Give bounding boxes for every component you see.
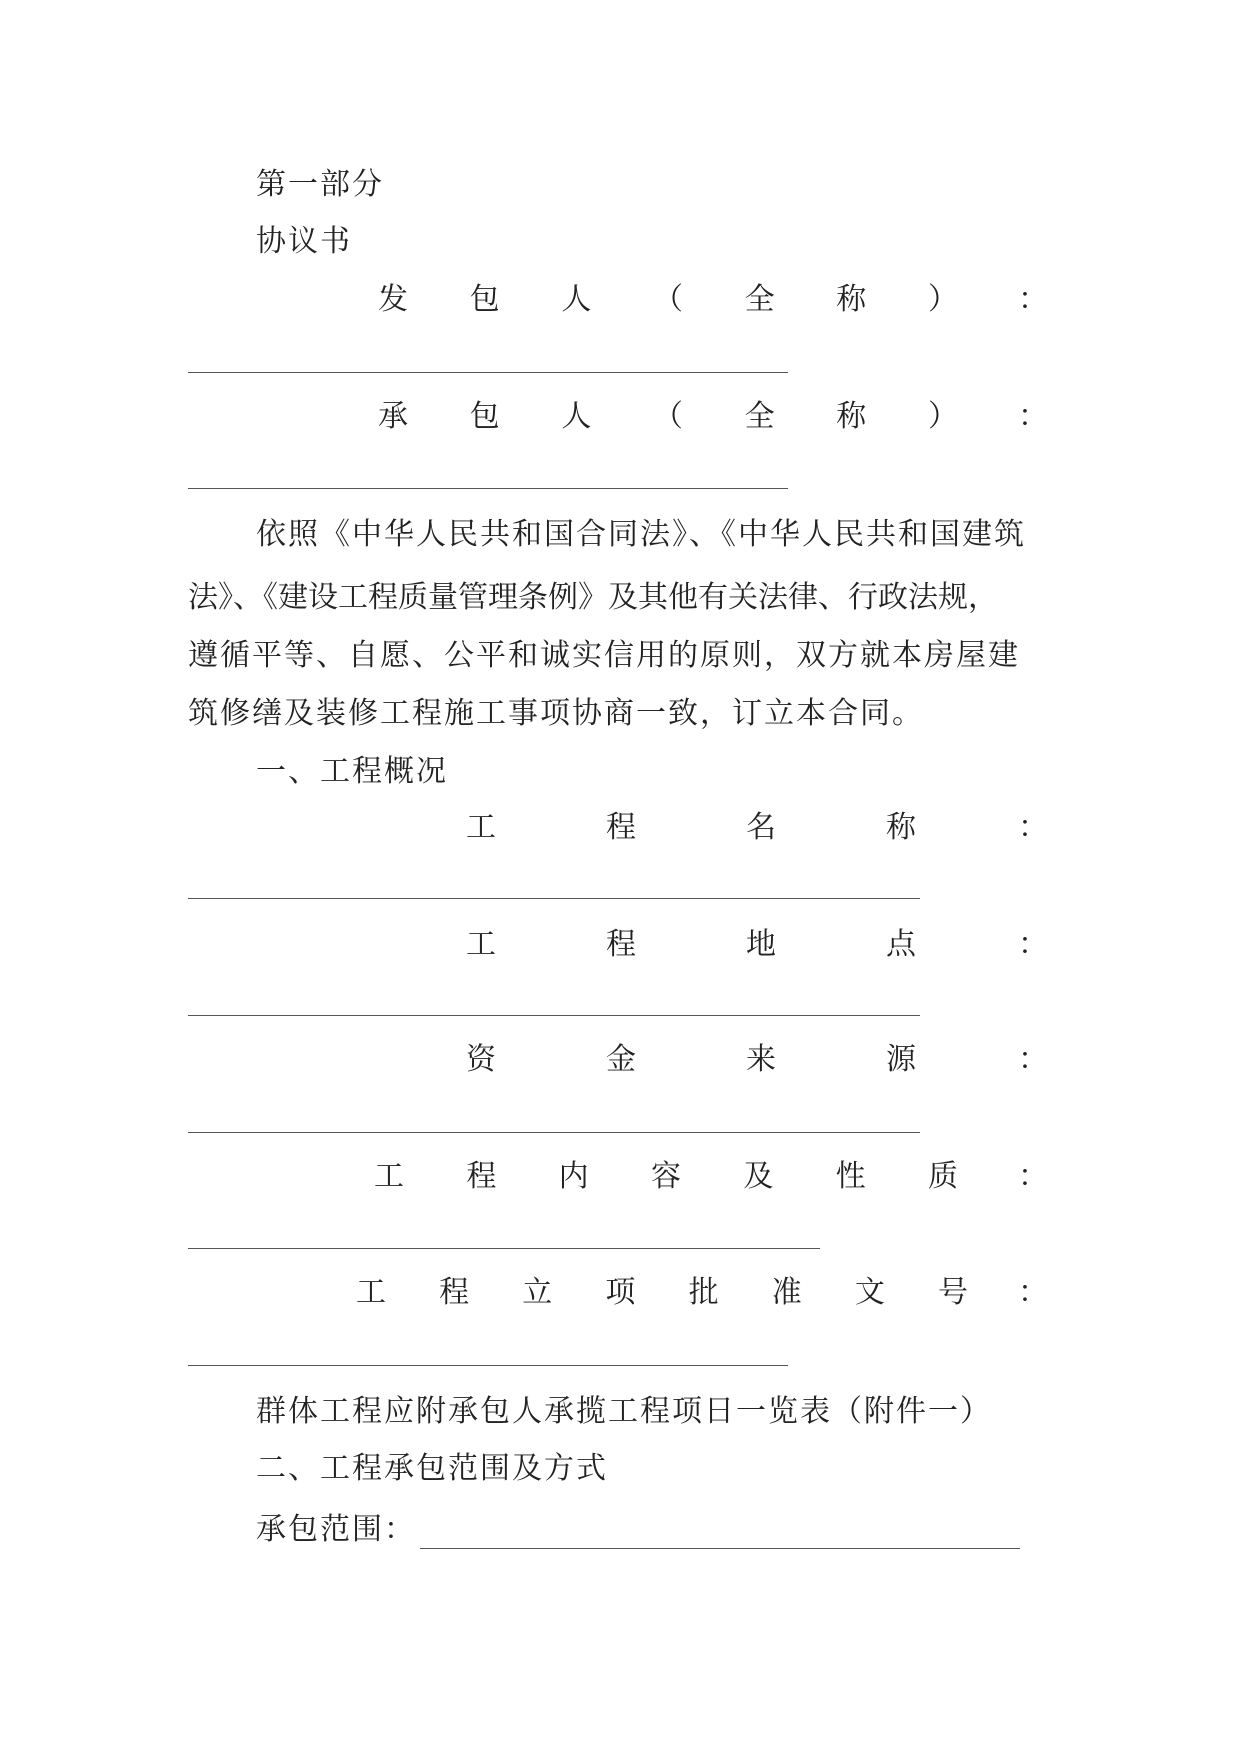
- project-name-blank[interactable]: [188, 898, 920, 899]
- project-nature-blank[interactable]: [188, 1248, 820, 1249]
- contractor-full-name-label: 承 包 人 （ 全 称 ）: [378, 399, 958, 434]
- funding-source-colon: ：: [1018, 1042, 1048, 1077]
- section-heading-2: 二、工程承包范围及方式: [256, 1451, 608, 1486]
- section-heading-1: 一、工程概况: [256, 754, 448, 789]
- contractor-colon: ：: [1018, 399, 1048, 434]
- scope-label: 承包范围：: [256, 1512, 416, 1547]
- document-title: 协议书: [256, 224, 352, 259]
- project-location-label: 工 程 地 点: [466, 927, 916, 962]
- group-project-note: 群体工程应附承包人承揽工程项日一览表（附件一）: [256, 1394, 992, 1429]
- approval-number-label: 工 程 立 项 批 准 文 号: [356, 1275, 968, 1310]
- project-nature-colon: ：: [1018, 1159, 1048, 1194]
- scope-blank[interactable]: [420, 1548, 1020, 1549]
- approval-number-colon: ：: [1018, 1275, 1048, 1310]
- contractor-name-blank[interactable]: [188, 488, 788, 489]
- project-location-colon: ：: [1018, 927, 1048, 962]
- intro-line-4: 筑修缮及装修工程施工事项协商一致，订立本合同。: [188, 696, 924, 731]
- intro-line-2: 法》、《建设工程质量管理条例》及其他有关法律、行政法规，: [188, 580, 998, 615]
- project-location-blank[interactable]: [188, 1015, 920, 1016]
- employer-full-name-label: 发 包 人 （ 全 称 ）: [378, 282, 958, 317]
- funding-source-label: 资 金 来 源: [466, 1042, 916, 1077]
- project-name-colon: ：: [1018, 810, 1048, 845]
- project-nature-label: 工 程 内 容 及 性 质: [374, 1159, 958, 1194]
- approval-number-blank[interactable]: [188, 1365, 788, 1366]
- intro-line-3: 遵循平等、自愿、公平和诚实信用的原则，双方就本房屋建: [188, 638, 1020, 673]
- funding-source-blank[interactable]: [188, 1132, 920, 1133]
- project-name-label: 工 程 名 称: [466, 810, 916, 845]
- employer-name-blank[interactable]: [188, 372, 788, 373]
- intro-line-1: 依照《中华人民共和国合同法》、《中华人民共和国建筑: [256, 517, 1026, 552]
- employer-colon: ：: [1018, 282, 1048, 317]
- part-heading: 第一部分: [256, 167, 384, 202]
